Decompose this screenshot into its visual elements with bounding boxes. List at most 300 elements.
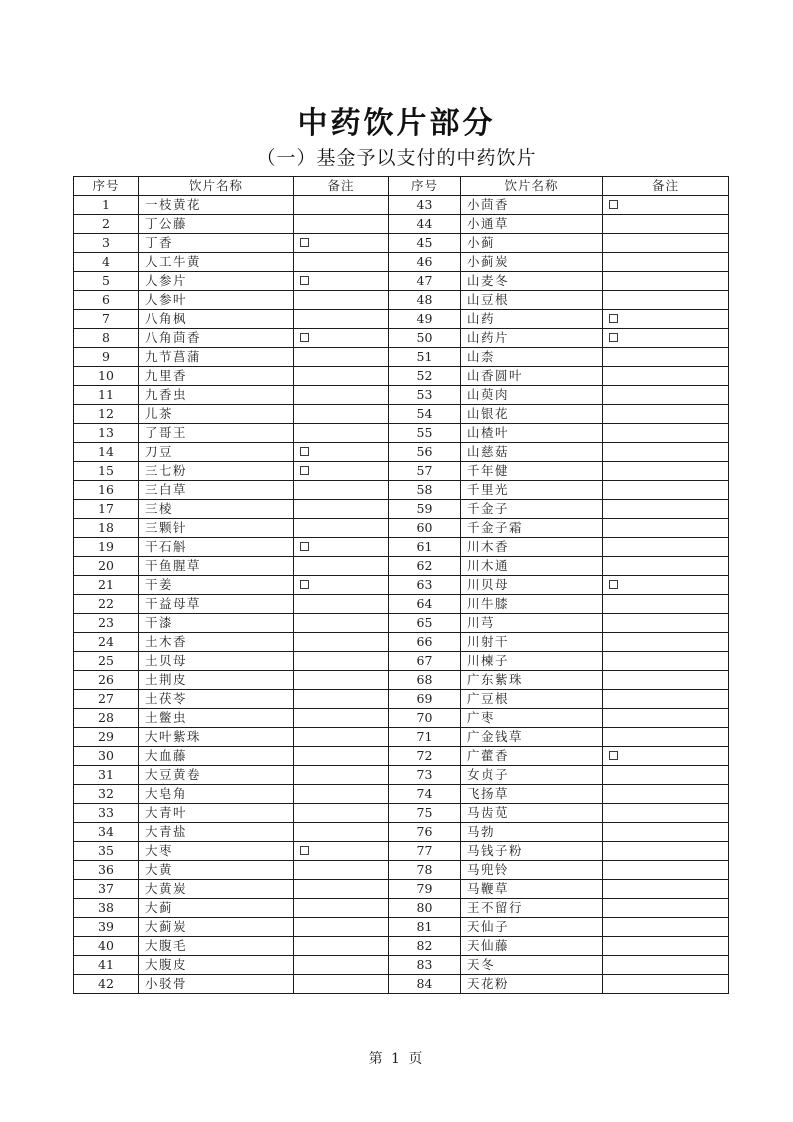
remark-cell: [294, 804, 389, 823]
remark-cell: [603, 291, 729, 310]
remark-cell: [603, 842, 729, 861]
herb-name: 千金子霜: [461, 519, 603, 538]
remark-cell: [294, 424, 389, 443]
row-number: 26: [74, 671, 139, 690]
row-number: 35: [74, 842, 139, 861]
row-number: 51: [389, 348, 461, 367]
herb-name: 山萸肉: [461, 386, 603, 405]
row-number: 25: [74, 652, 139, 671]
herb-name: 千年健: [461, 462, 603, 481]
table-row: [74, 709, 729, 728]
herb-name: 川木香: [461, 538, 603, 557]
table-row: [74, 861, 729, 880]
row-number: 22: [74, 595, 139, 614]
herb-name: 九里香: [139, 367, 294, 386]
remark-cell: [603, 918, 729, 937]
herb-name: 川射干: [461, 633, 603, 652]
remark-cell: [603, 234, 729, 253]
herb-table: [73, 176, 729, 994]
table-row: [74, 671, 729, 690]
herb-name: 山银花: [461, 405, 603, 424]
row-number: 59: [389, 500, 461, 519]
row-number: 54: [389, 405, 461, 424]
row-number: 79: [389, 880, 461, 899]
table-row: [74, 253, 729, 272]
remark-cell: [294, 709, 389, 728]
remark-cell: [294, 652, 389, 671]
row-number: 55: [389, 424, 461, 443]
herb-name: 王不留行: [461, 899, 603, 918]
remark-cell: [294, 747, 389, 766]
row-number: 5: [74, 272, 139, 291]
herb-name: 马齿苋: [461, 804, 603, 823]
herb-name: 土茯苓: [139, 690, 294, 709]
remark-cell: [294, 633, 389, 652]
remark-cell: [603, 253, 729, 272]
checkbox-icon: [609, 751, 618, 760]
herb-name: 儿茶: [139, 405, 294, 424]
remark-cell: [294, 975, 389, 994]
remark-cell: [603, 557, 729, 576]
row-number: 71: [389, 728, 461, 747]
herb-name: 三白草: [139, 481, 294, 500]
table-row: [74, 652, 729, 671]
remark-cell: [294, 291, 389, 310]
table-row: [74, 937, 729, 956]
remark-cell: [603, 747, 729, 766]
herb-name: 广豆根: [461, 690, 603, 709]
row-number: 30: [74, 747, 139, 766]
herb-name: 山豆根: [461, 291, 603, 310]
herb-name: 川楝子: [461, 652, 603, 671]
checkbox-icon: [609, 580, 618, 589]
row-number: 16: [74, 481, 139, 500]
remark-cell: [603, 804, 729, 823]
herb-name: 八角枫: [139, 310, 294, 329]
remark-cell: [603, 823, 729, 842]
checkbox-icon: [609, 314, 618, 323]
remark-cell: [294, 823, 389, 842]
herb-name: 女贞子: [461, 766, 603, 785]
table-row: [74, 500, 729, 519]
table-row: [74, 538, 729, 557]
remark-cell: [603, 272, 729, 291]
checkbox-icon: [300, 542, 309, 551]
remark-cell: [294, 766, 389, 785]
row-number: 77: [389, 842, 461, 861]
herb-name: 人工牛黄: [139, 253, 294, 272]
herb-name: 广枣: [461, 709, 603, 728]
checkbox-icon: [300, 238, 309, 247]
remark-cell: [603, 652, 729, 671]
herb-name: 大血藤: [139, 747, 294, 766]
herb-name: 马鞭草: [461, 880, 603, 899]
row-number: 50: [389, 329, 461, 348]
header-seq-right: 序号: [389, 177, 461, 196]
herb-name: 小驳骨: [139, 975, 294, 994]
herb-name: 三棱: [139, 500, 294, 519]
herb-name: 大腹毛: [139, 937, 294, 956]
row-number: 49: [389, 310, 461, 329]
row-number: 15: [74, 462, 139, 481]
row-number: 43: [389, 196, 461, 215]
table-row: [74, 462, 729, 481]
row-number: 7: [74, 310, 139, 329]
herb-name: 刀豆: [139, 443, 294, 462]
row-number: 18: [74, 519, 139, 538]
remark-cell: [294, 538, 389, 557]
remark-cell: [603, 196, 729, 215]
table-row: [74, 595, 729, 614]
remark-cell: [294, 405, 389, 424]
herb-name: 天花粉: [461, 975, 603, 994]
row-number: 10: [74, 367, 139, 386]
herb-name: 小茴香: [461, 196, 603, 215]
remark-cell: [603, 386, 729, 405]
row-number: 46: [389, 253, 461, 272]
herb-name: 大青叶: [139, 804, 294, 823]
row-number: 76: [389, 823, 461, 842]
herb-name: 干益母草: [139, 595, 294, 614]
remark-cell: [603, 443, 729, 462]
row-number: 56: [389, 443, 461, 462]
row-number: 58: [389, 481, 461, 500]
row-number: 63: [389, 576, 461, 595]
herb-name: 川牛膝: [461, 595, 603, 614]
remark-cell: [294, 386, 389, 405]
table-row: [74, 291, 729, 310]
herb-name: 大豆黄卷: [139, 766, 294, 785]
herb-name: 九香虫: [139, 386, 294, 405]
remark-cell: [603, 538, 729, 557]
herb-name: 干石斛: [139, 538, 294, 557]
herb-name: 干姜: [139, 576, 294, 595]
row-number: 81: [389, 918, 461, 937]
row-number: 14: [74, 443, 139, 462]
remark-cell: [294, 348, 389, 367]
herb-name: 土荆皮: [139, 671, 294, 690]
row-number: 20: [74, 557, 139, 576]
remark-cell: [294, 595, 389, 614]
herb-name: 大皂角: [139, 785, 294, 804]
herb-name: 人参叶: [139, 291, 294, 310]
row-number: 40: [74, 937, 139, 956]
remark-cell: [294, 557, 389, 576]
row-number: 53: [389, 386, 461, 405]
table-row: [74, 424, 729, 443]
herb-name: 小通草: [461, 215, 603, 234]
row-number: 67: [389, 652, 461, 671]
remark-cell: [603, 310, 729, 329]
herb-name: 大黄: [139, 861, 294, 880]
row-number: 1: [74, 196, 139, 215]
remark-cell: [603, 215, 729, 234]
remark-cell: [603, 519, 729, 538]
row-number: 17: [74, 500, 139, 519]
remark-cell: [603, 671, 729, 690]
herb-name: 大叶紫珠: [139, 728, 294, 747]
remark-cell: [603, 348, 729, 367]
remark-cell: [603, 367, 729, 386]
table-row: [74, 918, 729, 937]
remark-cell: [294, 215, 389, 234]
checkbox-icon: [609, 333, 618, 342]
remark-cell: [294, 937, 389, 956]
herb-name: 天仙藤: [461, 937, 603, 956]
row-number: 64: [389, 595, 461, 614]
remark-cell: [603, 614, 729, 633]
remark-cell: [603, 785, 729, 804]
row-number: 21: [74, 576, 139, 595]
row-number: 19: [74, 538, 139, 557]
herb-name: 小蓟: [461, 234, 603, 253]
herb-name: 马钱子粉: [461, 842, 603, 861]
herb-name: 小蓟炭: [461, 253, 603, 272]
herb-name: 山楂叶: [461, 424, 603, 443]
row-number: 61: [389, 538, 461, 557]
herb-name: 川芎: [461, 614, 603, 633]
remark-cell: [294, 576, 389, 595]
row-number: 44: [389, 215, 461, 234]
table-row: [74, 956, 729, 975]
herb-name: 山慈菇: [461, 443, 603, 462]
herb-name: 干鱼腥草: [139, 557, 294, 576]
table-body: [74, 196, 729, 994]
herb-name: 马勃: [461, 823, 603, 842]
table-row: [74, 557, 729, 576]
herb-name: 广金钱草: [461, 728, 603, 747]
row-number: 60: [389, 519, 461, 538]
row-number: 80: [389, 899, 461, 918]
remark-cell: [294, 481, 389, 500]
herb-name: 人参片: [139, 272, 294, 291]
remark-cell: [603, 405, 729, 424]
remark-cell: [294, 329, 389, 348]
herb-name: 大枣: [139, 842, 294, 861]
table-row: [74, 690, 729, 709]
table-row: [74, 215, 729, 234]
row-number: 38: [74, 899, 139, 918]
row-number: 68: [389, 671, 461, 690]
herb-name: 山麦冬: [461, 272, 603, 291]
row-number: 75: [389, 804, 461, 823]
row-number: 13: [74, 424, 139, 443]
herb-name: 土鳖虫: [139, 709, 294, 728]
table-row: [74, 367, 729, 386]
remark-cell: [603, 329, 729, 348]
table-row: [74, 576, 729, 595]
herb-name: 千里光: [461, 481, 603, 500]
row-number: 66: [389, 633, 461, 652]
row-number: 23: [74, 614, 139, 633]
row-number: 82: [389, 937, 461, 956]
row-number: 34: [74, 823, 139, 842]
table-row: [74, 899, 729, 918]
remark-cell: [294, 272, 389, 291]
row-number: 4: [74, 253, 139, 272]
herb-name: 天仙子: [461, 918, 603, 937]
table-row: [74, 443, 729, 462]
remark-cell: [603, 633, 729, 652]
remark-cell: [294, 234, 389, 253]
row-number: 32: [74, 785, 139, 804]
row-number: 83: [389, 956, 461, 975]
table-header-row: [74, 177, 729, 196]
herb-name: 大蓟: [139, 899, 294, 918]
table-row: [74, 975, 729, 994]
row-number: 9: [74, 348, 139, 367]
checkbox-icon: [300, 580, 309, 589]
remark-cell: [603, 975, 729, 994]
page-title: 中药饮片部分: [297, 106, 496, 141]
remark-cell: [603, 861, 729, 880]
row-number: 24: [74, 633, 139, 652]
herb-name: 大腹皮: [139, 956, 294, 975]
table-row: [74, 785, 729, 804]
remark-cell: [603, 690, 729, 709]
herb-name: 天冬: [461, 956, 603, 975]
remark-cell: [294, 443, 389, 462]
remark-cell: [294, 367, 389, 386]
row-number: 33: [74, 804, 139, 823]
remark-cell: [603, 500, 729, 519]
herb-name: 大蓟炭: [139, 918, 294, 937]
row-number: 52: [389, 367, 461, 386]
herb-name: 山药: [461, 310, 603, 329]
remark-cell: [294, 899, 389, 918]
table-row: [74, 519, 729, 538]
row-number: 47: [389, 272, 461, 291]
row-number: 28: [74, 709, 139, 728]
header-seq-left: 序号: [74, 177, 139, 196]
checkbox-icon: [609, 200, 618, 209]
herb-name: 丁公藤: [139, 215, 294, 234]
remark-cell: [294, 880, 389, 899]
remark-cell: [294, 785, 389, 804]
row-number: 37: [74, 880, 139, 899]
checkbox-icon: [300, 333, 309, 342]
row-number: 69: [389, 690, 461, 709]
remark-cell: [294, 614, 389, 633]
herb-name: 广东紫珠: [461, 671, 603, 690]
checkbox-icon: [300, 466, 309, 475]
herb-name: 了哥王: [139, 424, 294, 443]
remark-cell: [294, 728, 389, 747]
table-row: [74, 348, 729, 367]
checkbox-icon: [300, 276, 309, 285]
herb-name: 三颗针: [139, 519, 294, 538]
remark-cell: [294, 253, 389, 272]
row-number: 78: [389, 861, 461, 880]
herb-name: 飞扬草: [461, 785, 603, 804]
header-remark-left: 备注: [294, 177, 389, 196]
table-row: [74, 633, 729, 652]
page-footer: 第 1 页: [368, 1051, 425, 1067]
row-number: 48: [389, 291, 461, 310]
remark-cell: [603, 766, 729, 785]
row-number: 70: [389, 709, 461, 728]
herb-name: 土木香: [139, 633, 294, 652]
remark-cell: [603, 595, 729, 614]
herb-name: 千金子: [461, 500, 603, 519]
herb-name: 三七粉: [139, 462, 294, 481]
remark-cell: [294, 842, 389, 861]
row-number: 74: [389, 785, 461, 804]
herb-name: 干漆: [139, 614, 294, 633]
herb-name: 大青盐: [139, 823, 294, 842]
row-number: 57: [389, 462, 461, 481]
herb-name: 川贝母: [461, 576, 603, 595]
table-row: [74, 747, 729, 766]
row-number: 84: [389, 975, 461, 994]
table-row: [74, 234, 729, 253]
row-number: 39: [74, 918, 139, 937]
row-number: 12: [74, 405, 139, 424]
remark-cell: [294, 500, 389, 519]
herb-name: 山香圆叶: [461, 367, 603, 386]
row-number: 42: [74, 975, 139, 994]
herb-name: 八角茴香: [139, 329, 294, 348]
table-row: [74, 329, 729, 348]
table-row: [74, 310, 729, 329]
row-number: 27: [74, 690, 139, 709]
table-row: [74, 823, 729, 842]
table-row: [74, 766, 729, 785]
row-number: 62: [389, 557, 461, 576]
herb-name: 山柰: [461, 348, 603, 367]
row-number: 73: [389, 766, 461, 785]
header-name-right: 饮片名称: [461, 177, 603, 196]
remark-cell: [294, 690, 389, 709]
herb-name: 九节菖蒲: [139, 348, 294, 367]
herb-name: 丁香: [139, 234, 294, 253]
remark-cell: [294, 671, 389, 690]
remark-cell: [603, 937, 729, 956]
row-number: 31: [74, 766, 139, 785]
herb-name: 广藿香: [461, 747, 603, 766]
row-number: 72: [389, 747, 461, 766]
checkbox-icon: [300, 846, 309, 855]
table-row: [74, 880, 729, 899]
herb-name: 一枝黄花: [139, 196, 294, 215]
table-row: [74, 728, 729, 747]
row-number: 29: [74, 728, 139, 747]
remark-cell: [294, 462, 389, 481]
header-name-left: 饮片名称: [139, 177, 294, 196]
table-row: [74, 386, 729, 405]
remark-cell: [603, 880, 729, 899]
remark-cell: [294, 956, 389, 975]
remark-cell: [603, 899, 729, 918]
remark-cell: [603, 462, 729, 481]
table-row: [74, 481, 729, 500]
remark-cell: [603, 728, 729, 747]
row-number: 45: [389, 234, 461, 253]
herb-name: 大黄炭: [139, 880, 294, 899]
row-number: 41: [74, 956, 139, 975]
remark-cell: [603, 709, 729, 728]
remark-cell: [294, 519, 389, 538]
remark-cell: [603, 481, 729, 500]
row-number: 11: [74, 386, 139, 405]
remark-cell: [294, 196, 389, 215]
remark-cell: [294, 861, 389, 880]
remark-cell: [603, 576, 729, 595]
table-row: [74, 272, 729, 291]
herb-name: 山药片: [461, 329, 603, 348]
row-number: 2: [74, 215, 139, 234]
remark-cell: [294, 918, 389, 937]
